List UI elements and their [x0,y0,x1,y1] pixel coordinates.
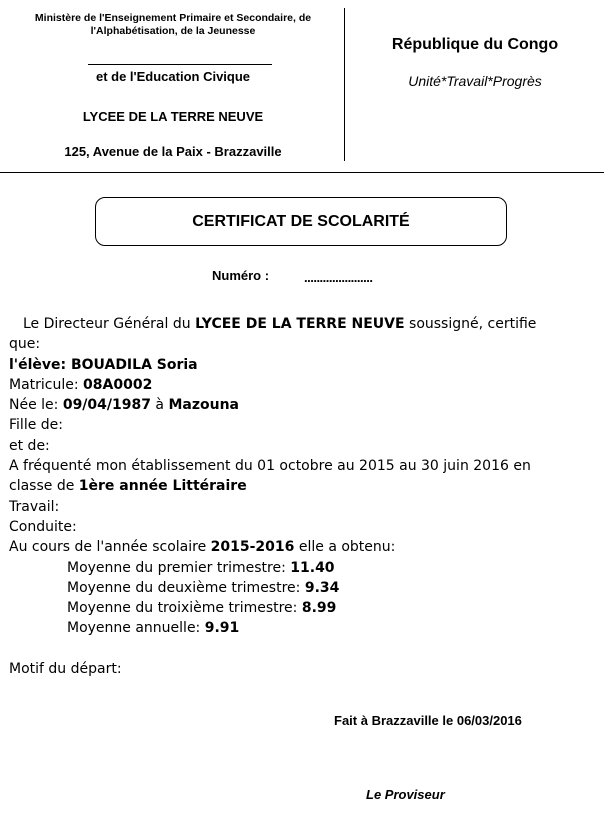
numero-value: ...................... [304,270,373,285]
attendance-line: A fréquenté mon établissement du 01 octobre au 2015 au 30 juin 2016 en [9,458,531,475]
title-box [95,197,507,246]
place-date-line: Fait à Brazzaville le 06/03/2016 [334,713,522,728]
student-line [9,355,594,375]
school-year-line [9,537,594,557]
student-name: BOUADILA Soria [66,356,198,373]
certificate-body [9,314,594,679]
header-rule [0,172,604,173]
average-term2 [9,578,594,598]
birth-line [9,395,594,415]
birth-a: à [150,397,169,414]
school-name: LYCEE DE LA TERRE NEUVE [82,109,264,124]
header-vertical-divider [344,8,345,161]
school-address: 125, Avenue de la Paix - Brazzaville [64,144,282,159]
average-term3-label: Moyenne du troixième trimestre: [67,600,302,617]
conduite-line: Conduite: [9,518,77,535]
class-label: classe de [9,478,79,495]
matricule-value: 08A0002 [83,376,153,393]
header-divider [88,64,272,65]
blank-line [9,639,594,659]
father-line: Fille de: [9,417,63,434]
class-line [9,476,594,496]
numero-label: Numéro : [212,268,270,283]
school-year-label: Au cours de l'année scolaire [9,539,211,556]
average-term2-label: Moyenne du deuxième trimestre: [67,579,305,596]
mother-line: et de: [9,437,50,454]
que-line: que: [9,336,41,353]
intro-school: LYCEE DE LA TERRE NEUVE [195,316,405,332]
average-term3-value: 8.99 [301,600,337,617]
birth-place: Mazouna [168,397,239,414]
birth-date: 09/04/1987 [62,397,151,414]
signatory-title: Le Proviseur [366,787,445,802]
document-title: CERTIFICAT DE SCOLARITÉ [192,212,410,230]
departure-reason-line: Motif du départ: [9,661,122,678]
country-name: République du Congo [391,36,559,53]
ministry-civic: et de l'Education Civique [95,69,251,84]
school-year-value: 2015-2016 [210,539,295,556]
national-motto: Unité*Travail*Progrès [408,73,542,89]
ministry-name: Ministère de l'Enseignement Primaire et Secondaire, de l'Alphabétisation, de la Jeunesse [34,12,312,37]
average-term3 [9,598,594,618]
average-term1 [9,558,594,578]
average-annual [9,618,594,638]
average-annual-label: Moyenne annuelle: [67,620,205,637]
school-year-suffix: elle a obtenu: [294,539,396,556]
class-value: 1ère année Littéraire [78,478,247,495]
birth-label: Née le: [9,397,63,414]
intro-suffix: soussigné, certifie [404,316,537,332]
intro-text: Le Directeur Général du [23,316,196,332]
matricule-label: Matricule: [9,376,84,393]
travail-line: Travail: [9,498,60,515]
average-term1-value: 11.40 [290,559,335,576]
student-label: l'élève: [9,356,67,373]
average-annual-value: 9.91 [204,620,240,637]
average-term2-value: 9.34 [304,579,340,596]
intro-line [9,314,594,334]
matricule-line [9,375,594,395]
average-term1-label: Moyenne du premier trimestre: [67,559,291,576]
